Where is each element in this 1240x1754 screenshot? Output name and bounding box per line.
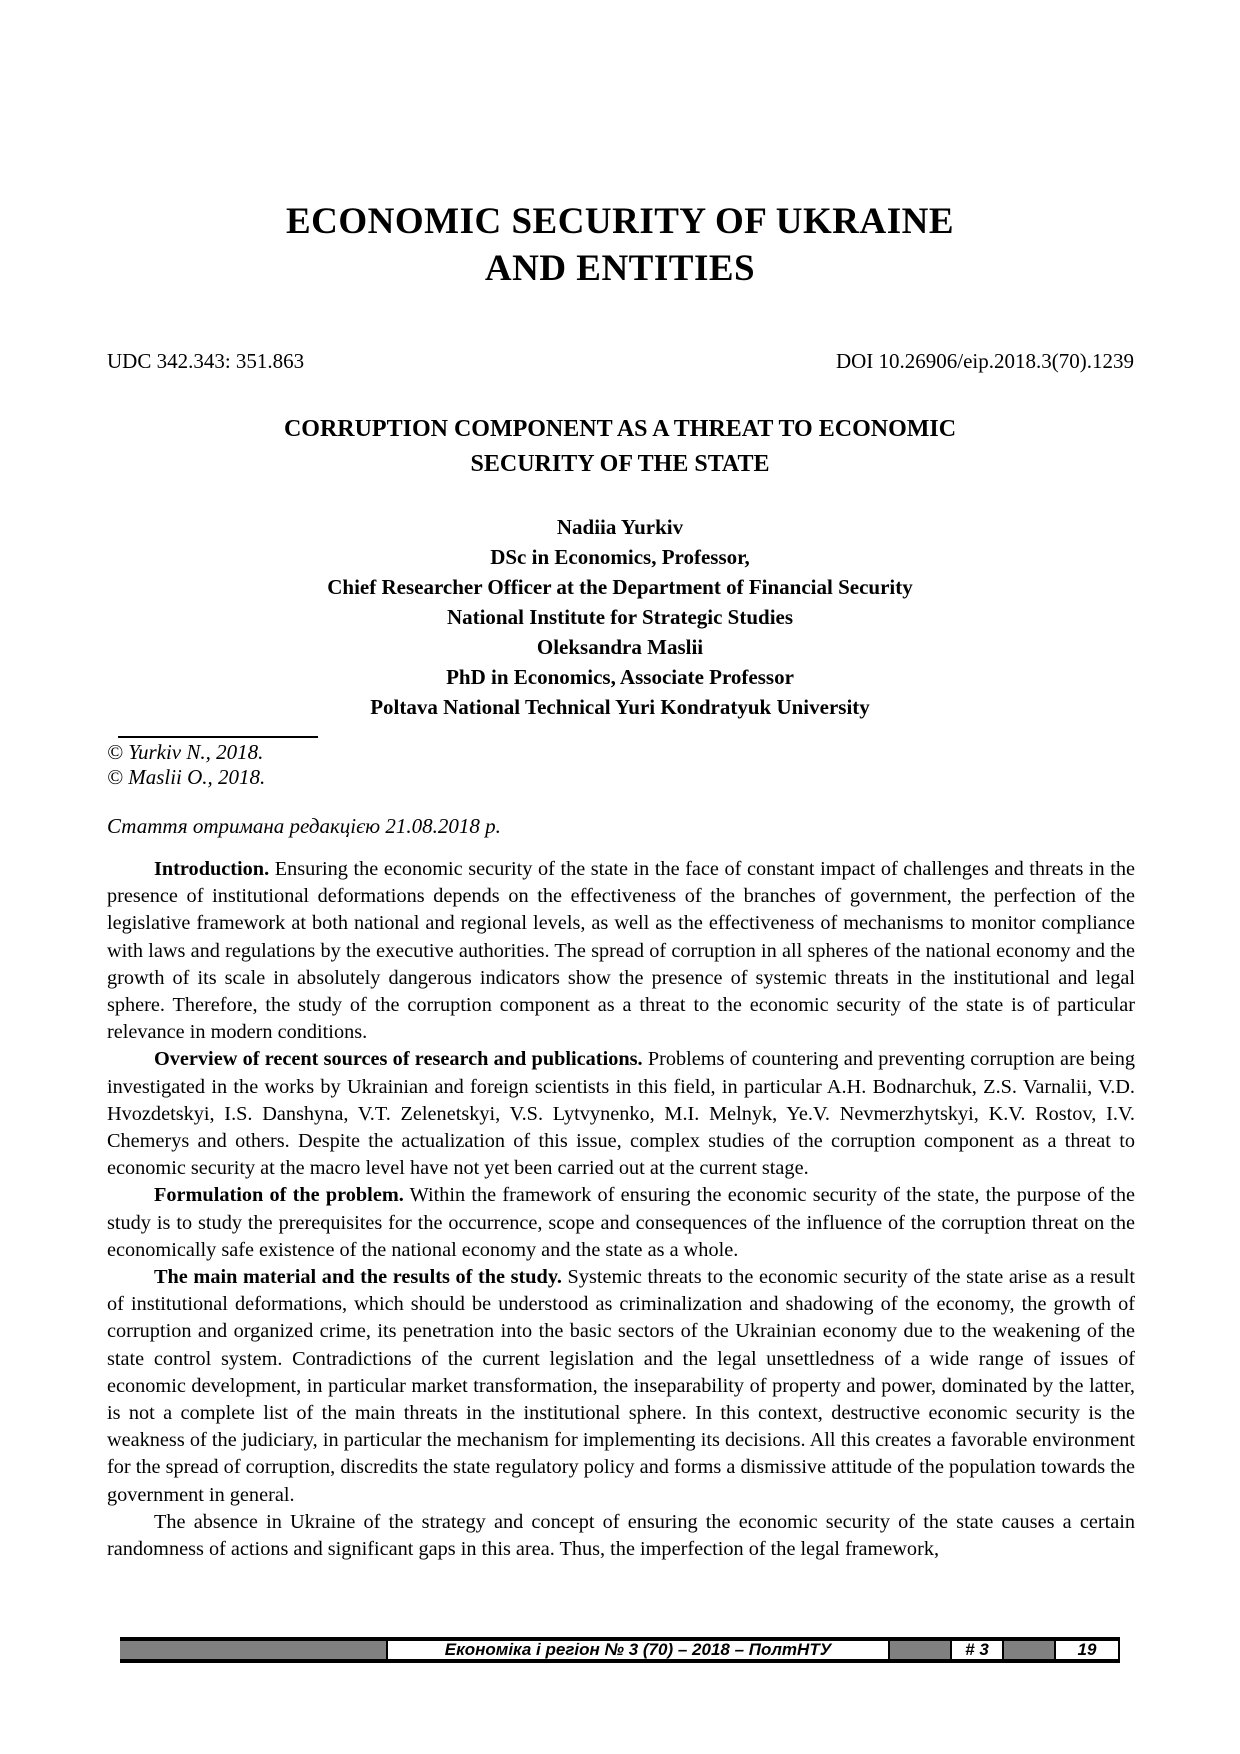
udc-code: UDC 342.343: 351.863 [107,349,305,373]
author-position: Chief Researcher Officer at the Department of Financial Security [327,575,913,599]
paragraph-continuation [107,1509,1135,1563]
doi-code: DOI 10.26906/eip.2018.3(70).1239 [835,349,1134,373]
footer-gray-segment [890,1641,950,1659]
journal-heading-line-2: AND ENTITIES [484,248,756,289]
author-degree: PhD in Economics, Associate Professor [446,665,794,689]
paragraph-text: Problems of countering and preventing corruption are being investigated in the works by Ukrainian and foreign scientists in this field, in particular A.H. Bodnarchuk, Z.S. Varnalii, V.D. Hvozdetskyi, I.S. Danshyna, V.T. Zelenetskyi, V.S. Lytvynenko, M.I. Melnyk, Ye.V. Nevmerzhytskyi, K.V. Rostov, I.V. Chemerys and others. Despite the actualization of this issue, complex studies of the corruption component as a threat to economic security at the macro level have not yet been carried out at the current stage. [107,1048,1136,1180]
paragraph-main-material [107,1264,1135,1509]
copyright-line: © Yurkiv N., 2018. [107,740,264,764]
footer-page-number: 19 [1054,1641,1120,1659]
article-body [107,856,1135,1563]
author-name: Nadiia Yurkiv [556,515,684,539]
paragraph-introduction [107,856,1135,1046]
author-degree: DSc in Economics, Professor, [490,545,750,569]
journal-section-heading [0,0,1240,292]
copyright-block [107,740,1240,790]
footer-journal-info: Економіка і регіон № 3 (70) – 2018 – ПолтНТУ [386,1641,890,1659]
paragraph-text: Systemic threats to the economic security of the state arise as a result of institutional deformations, which should be understood as criminalization and shadowing of the economy, the growth of corruption and organized crime, its penetration into the basic sectors of the Ukrainian economy due to the weakening of the state control system. Contradictions of the current legislation and the legal unsettledness of a wide range of issues of economic development, in particular market transformation, the inseparability of property and power, dominated by the latter, is not a complete list of the main threats in the institutional sphere. In this context, destructive economic security is the weakness of the judiciary, in particular the mechanism for implementing its decisions. All this creates a favorable environment for the spread of corruption, discredits the state regulatory policy and forms a dismissive attitude of the population towards the government in general. [107,1266,1135,1506]
copyright-line: © Maslii O., 2018. [107,765,266,789]
author-affiliation: National Institute for Strategic Studies [446,605,794,629]
journal-heading-line-1: ECONOMIC SECURITY OF UKRAINE [285,201,955,242]
footer-gray-segment [1004,1641,1054,1659]
copyright-divider [118,736,318,738]
authors-block [0,512,1240,722]
author-affiliation: Poltava National Technical Yuri Kondratyuk University [370,695,870,719]
paragraph-formulation [107,1182,1135,1264]
meta-row [107,348,1134,374]
paragraph-text: Ensuring the economic security of the state in the face of constant impact of challenges and threats in the presence of institutional deformations depends on the effectiveness of the branches of government, the perfection of the legislative framework at both national and regional levels, as well as the effectiveness of mechanisms to monitor compliance with laws and regulations by the executive authorities. The spread of corruption in all spheres of the national economy and the growth of its scale in absolutely dangerous indicators show the presence of systemic threats in the institutional and legal sphere. Therefore, the study of the corruption component as a threat to the economic security of the state is of particular relevance in modern conditions. [107,858,1135,1044]
section-lead: Formulation of the problem. [154,1184,404,1207]
article-title-line-1: CORRUPTION COMPONENT AS A THREAT TO ECONOMIC [283,416,957,442]
footer-issue-number: # 3 [950,1641,1004,1659]
paragraph-text: Within the framework of ensuring the economic security of the state, the purpose of the study is to study the prerequisites for the occurrence, scope and consequences of the influence of the corruption threat on the economically safe existence of the national economy and the state as a whole. [107,1184,1135,1261]
author-name: Oleksandra Maslii [536,635,704,659]
section-lead: Introduction. [154,858,270,880]
article-title [0,412,1240,482]
received-date: Стаття отримана редакцією 21.08.2018 р. [107,814,501,838]
section-lead: The main material and the results of the study. [154,1266,562,1289]
paragraph-overview [107,1046,1135,1182]
section-lead: Overview of recent sources of research and publications. [154,1048,643,1071]
paragraph-text: The absence in Ukraine of the strategy and concept of ensuring the economic security of the state causes a certain randomness of actions and significant gaps in this area. Thus, the imperfection of the legal framework, [107,1510,1135,1561]
page-footer-bar [120,1637,1120,1663]
article-title-line-2: SECURITY OF THE STATE [470,451,770,477]
footer-gray-segment [120,1641,386,1659]
